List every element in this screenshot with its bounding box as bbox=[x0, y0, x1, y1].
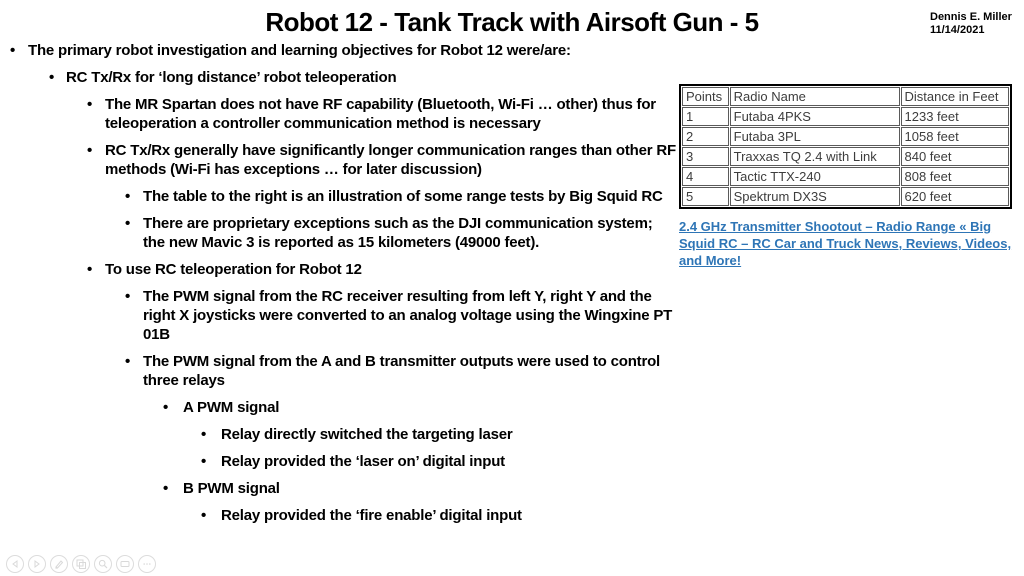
bullet-list bbox=[0, 41, 676, 533]
table-row bbox=[682, 107, 1009, 126]
cell-radio-name: Tactic TTX-240 bbox=[730, 167, 900, 186]
author-block bbox=[930, 11, 1012, 37]
cell-radio-name: Futaba 4PKS bbox=[730, 107, 900, 126]
cell-points: 5 bbox=[682, 187, 729, 206]
cell-points: 2 bbox=[682, 127, 729, 146]
next-slide-button[interactable] bbox=[28, 555, 46, 573]
bullet-item: • The MR Spartan does not have RF capability (Bluetooth, Wi-Fi … other) thus for teleoperation a controller communication method is necessary bbox=[0, 95, 676, 133]
cell-distance: 1233 feet bbox=[901, 107, 1010, 126]
big-squid-rc-link[interactable]: 2.4 GHz Transmitter Shootout – Radio Range « Big Squid RC – RC Car and Truck News, Reviews, Videos, and More! bbox=[679, 219, 1012, 268]
bullet-item: • RC Tx/Rx generally have significantly longer communication ranges than other RF methods (Wi-Fi has exceptions … for later discussion) bbox=[0, 141, 676, 179]
all-slides-button[interactable] bbox=[72, 555, 90, 573]
column-header-radio-name: Radio Name bbox=[730, 87, 900, 106]
all-slides-icon bbox=[76, 559, 86, 569]
bullet-item: • A PWM signal bbox=[0, 398, 676, 417]
cell-radio-name: Futaba 3PL bbox=[730, 127, 900, 146]
bullet-item: • The primary robot investigation and learning objectives for Robot 12 were/are: bbox=[0, 41, 676, 60]
more-options-icon bbox=[142, 559, 152, 569]
cell-points: 1 bbox=[682, 107, 729, 126]
zoom-button[interactable] bbox=[94, 555, 112, 573]
next-slide-icon bbox=[32, 559, 42, 569]
right-column bbox=[679, 84, 1013, 269]
display-settings-button[interactable] bbox=[116, 555, 134, 573]
cell-distance: 620 feet bbox=[901, 187, 1010, 206]
cell-points: 4 bbox=[682, 167, 729, 186]
table-row bbox=[682, 187, 1009, 206]
bullet-item: • The PWM signal from the RC receiver resulting from left Y, right Y and the right X joysticks were converted to an analog voltage using the Wingxine PT 01B bbox=[0, 287, 676, 344]
bullet-item: • Relay provided the ‘laser on’ digital input bbox=[0, 452, 676, 471]
table-header-row bbox=[682, 87, 1009, 106]
cell-points: 3 bbox=[682, 147, 729, 166]
table-row bbox=[682, 147, 1009, 166]
cell-radio-name: Traxxas TQ 2.4 with Link bbox=[730, 147, 900, 166]
bullet-item: • There are proprietary exceptions such as the DJI communication system; the new Mavic 3 is reported as 15 kilometers (49000 feet). bbox=[0, 214, 676, 252]
cell-distance: 840 feet bbox=[901, 147, 1010, 166]
more-options-button[interactable] bbox=[138, 555, 156, 573]
radio-range-table bbox=[679, 84, 1012, 209]
slide-date: 11/14/2021 bbox=[930, 24, 985, 36]
zoom-icon bbox=[98, 559, 108, 569]
previous-slide-button[interactable] bbox=[6, 555, 24, 573]
table-row bbox=[682, 127, 1009, 146]
cell-distance: 1058 feet bbox=[901, 127, 1010, 146]
cell-distance: 808 feet bbox=[901, 167, 1010, 186]
previous-slide-icon bbox=[10, 559, 20, 569]
bullet-item: • Relay directly switched the targeting laser bbox=[0, 425, 676, 444]
pen-button[interactable] bbox=[50, 555, 68, 573]
bullet-item: • The PWM signal from the A and B transmitter outputs were used to control three relays bbox=[0, 352, 676, 390]
bullet-item: • The table to the right is an illustration of some range tests by Big Squid RC bbox=[0, 187, 676, 206]
bullet-item: • Relay provided the ‘fire enable’ digital input bbox=[0, 506, 676, 525]
bullet-item: • RC Tx/Rx for ‘long distance’ robot teleoperation bbox=[0, 68, 676, 87]
page-title: Robot 12 - Tank Track with Airsoft Gun - 5 bbox=[265, 7, 759, 37]
column-header-points: Points bbox=[682, 87, 729, 106]
pen-icon bbox=[54, 559, 64, 569]
column-header-distance: Distance in Feet bbox=[901, 87, 1010, 106]
bullet-item: • To use RC teleoperation for Robot 12 bbox=[0, 260, 676, 279]
slideshow-nav-toolbar bbox=[6, 555, 156, 573]
bullet-item: • B PWM signal bbox=[0, 479, 676, 498]
display-icon bbox=[120, 559, 130, 569]
table-row bbox=[682, 167, 1009, 186]
cell-radio-name: Spektrum DX3S bbox=[730, 187, 900, 206]
author-name: Dennis E. Miller bbox=[930, 11, 1012, 23]
